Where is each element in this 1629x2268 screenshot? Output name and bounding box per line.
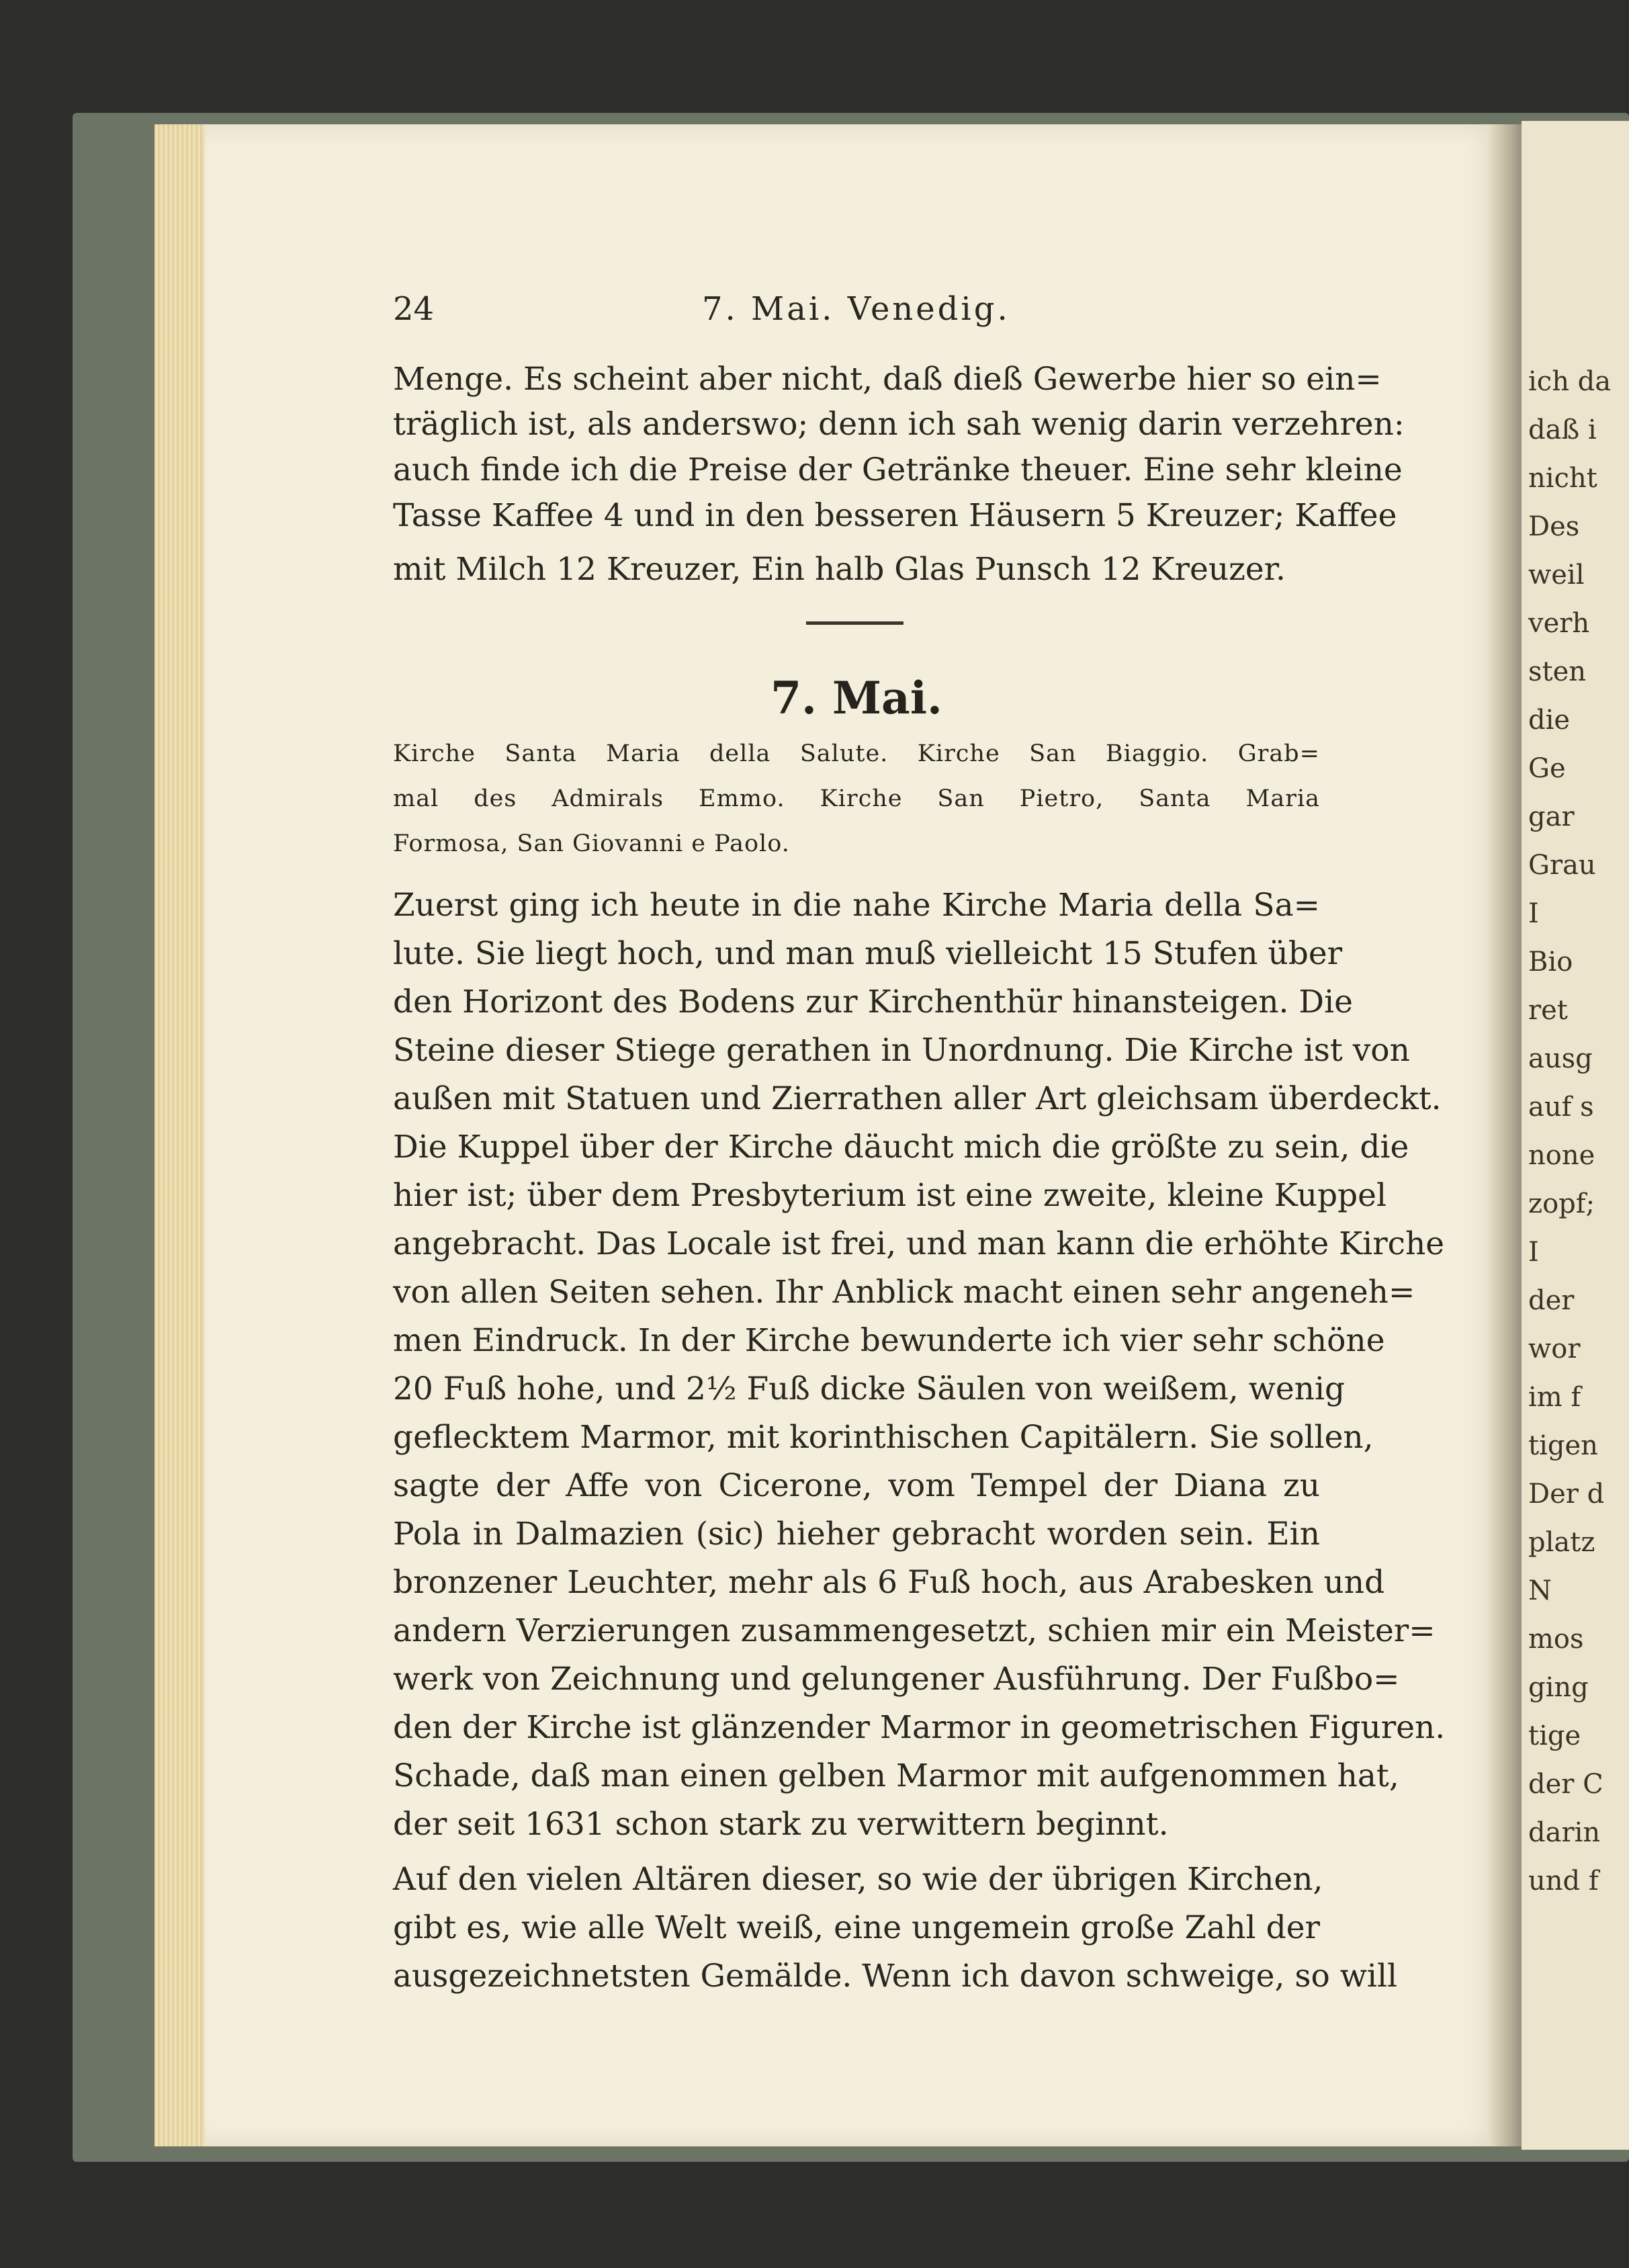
next-page-fragment: ret bbox=[1528, 995, 1568, 1026]
next-page-fragment: weil bbox=[1528, 560, 1585, 591]
section-summary-line: Kirche Santa Maria della Salute. Kirche San Biaggio. Grab= bbox=[393, 740, 1320, 767]
next-page-fragment: der bbox=[1528, 1285, 1575, 1316]
next-page-fragment: Ge bbox=[1528, 753, 1566, 784]
text-line: Tasse Kaffee 4 und in den besseren Häusern 5 Kreuzer; Kaffee bbox=[393, 497, 1397, 534]
next-page-fragment: auf s bbox=[1528, 1092, 1594, 1123]
next-page-fragment: und f bbox=[1528, 1866, 1599, 1896]
text-line: hier ist; über dem Presbyterium ist eine zweite, kleine Kuppel bbox=[393, 1177, 1386, 1214]
next-page-fragment: I bbox=[1528, 1237, 1539, 1268]
next-page-fragment: Grau bbox=[1528, 850, 1596, 881]
text-line: Zuerst ging ich heute in die nahe Kirche Maria della Sa= bbox=[393, 887, 1320, 924]
text-line: Auf den vielen Altären dieser, so wie der übrigen Kirchen, bbox=[393, 1861, 1323, 1898]
text-line: werk von Zeichnung und gelungener Ausführung. Der Fußbo= bbox=[393, 1661, 1400, 1698]
running-head-title: 7. Mai. Venedig. bbox=[702, 290, 1010, 328]
book-gutter bbox=[1488, 124, 1525, 2146]
text-line: andern Verzierungen zusammengesetzt, schien mir ein Meister= bbox=[393, 1612, 1436, 1649]
text-line: angebracht. Das Locale ist frei, und man kann die erhöhte Kirche bbox=[393, 1225, 1445, 1262]
next-page-fragment: N bbox=[1528, 1575, 1552, 1606]
next-page-fragment: nicht bbox=[1528, 463, 1597, 494]
text-line: von allen Seiten sehen. Ihr Anblick macht einen sehr angeneh= bbox=[393, 1274, 1415, 1311]
page-edges bbox=[155, 124, 208, 2146]
text-line: Pola in Dalmazien (sic) hieher gebracht worden sein. Ein bbox=[393, 1516, 1320, 1553]
next-page-fragment: Des bbox=[1528, 511, 1580, 542]
next-page-fragment: ausg bbox=[1528, 1043, 1593, 1074]
text-line: gibt es, wie alle Welt weiß, eine ungemein große Zahl der bbox=[393, 1909, 1320, 1946]
next-page-fragment: im f bbox=[1528, 1382, 1581, 1413]
section-heading: 7. Mai. bbox=[771, 672, 942, 724]
next-page-fragment: die bbox=[1528, 705, 1571, 736]
next-page-edge bbox=[1522, 121, 1629, 2150]
next-page-fragment: daß i bbox=[1528, 415, 1597, 445]
next-page-fragment: wor bbox=[1528, 1334, 1581, 1364]
next-page-fragment: ich da bbox=[1528, 366, 1612, 397]
next-page-fragment: sten bbox=[1528, 656, 1587, 687]
section-summary-line: Formosa, San Giovanni e Paolo. bbox=[393, 830, 790, 857]
next-page-fragment: darin bbox=[1528, 1817, 1601, 1848]
text-line: den der Kirche ist glänzender Marmor in geometrischen Figuren. bbox=[393, 1709, 1446, 1746]
section-summary-line: mal des Admirals Emmo. Kirche San Pietro, Santa Maria bbox=[393, 785, 1320, 812]
next-page-fragment: mos bbox=[1528, 1624, 1584, 1655]
next-page-fragment: tigen bbox=[1528, 1430, 1598, 1461]
text-line: mit Milch 12 Kreuzer, Ein halb Glas Punsch 12 Kreuzer. bbox=[393, 551, 1286, 588]
text-line: ausgezeichnetsten Gemälde. Wenn ich davon schweige, so will bbox=[393, 1958, 1398, 1995]
text-line: der seit 1631 schon stark zu verwittern beginnt. bbox=[393, 1806, 1169, 1843]
text-line: lute. Sie liegt hoch, und man muß vielleicht 15 Stufen über bbox=[393, 935, 1343, 972]
text-line: men Eindruck. In der Kirche bewunderte ich vier sehr schöne bbox=[393, 1322, 1385, 1359]
text-line: den Horizont des Bodens zur Kirchenthür hinansteigen. Die bbox=[393, 984, 1353, 1020]
next-page-fragment: Der d bbox=[1528, 1479, 1605, 1510]
next-page-fragment: verh bbox=[1528, 608, 1590, 639]
text-line: Die Kuppel über der Kirche däucht mich die größte zu sein, die bbox=[393, 1129, 1409, 1166]
text-line: 20 Fuß hohe, und 2½ Fuß dicke Säulen von weißem, wenig bbox=[393, 1370, 1346, 1407]
next-page-fragment: Bio bbox=[1528, 947, 1573, 977]
text-line: geflecktem Marmor, mit korinthischen Capitälern. Sie sollen, bbox=[393, 1419, 1374, 1456]
next-page-fragment: der C bbox=[1528, 1769, 1603, 1800]
page-number: 24 bbox=[393, 290, 435, 328]
section-divider bbox=[806, 621, 904, 625]
text-line: bronzener Leuchter, mehr als 6 Fuß hoch, aus Arabesken und bbox=[393, 1564, 1385, 1601]
text-line: auch finde ich die Preise der Getränke theuer. Eine sehr kleine bbox=[393, 451, 1403, 488]
next-page-fragment: I bbox=[1528, 898, 1539, 929]
next-page-fragment: gar bbox=[1528, 801, 1575, 832]
next-page-fragment: platz bbox=[1528, 1527, 1595, 1558]
text-line: träglich ist, als anderswo; denn ich sah wenig darin verzehren: bbox=[393, 406, 1405, 443]
next-page-fragment: tige bbox=[1528, 1720, 1581, 1751]
next-page-fragment: zopf; bbox=[1528, 1188, 1595, 1219]
next-page-fragment: none bbox=[1528, 1140, 1595, 1171]
text-line: außen mit Statuen und Zierrathen aller Art gleichsam überdeckt. bbox=[393, 1080, 1442, 1117]
running-head bbox=[393, 290, 1320, 337]
text-line: sagte der Affe von Cicerone, vom Tempel der Diana zu bbox=[393, 1467, 1320, 1504]
text-line: Steine dieser Stiege gerathen in Unordnung. Die Kirche ist von bbox=[393, 1032, 1410, 1069]
next-page-fragment: ging bbox=[1528, 1672, 1589, 1703]
text-line: Schade, daß man einen gelben Marmor mit aufgenommen hat, bbox=[393, 1757, 1399, 1794]
text-line: Menge. Es scheint aber nicht, daß dieß Gewerbe hier so ein= bbox=[393, 361, 1382, 398]
